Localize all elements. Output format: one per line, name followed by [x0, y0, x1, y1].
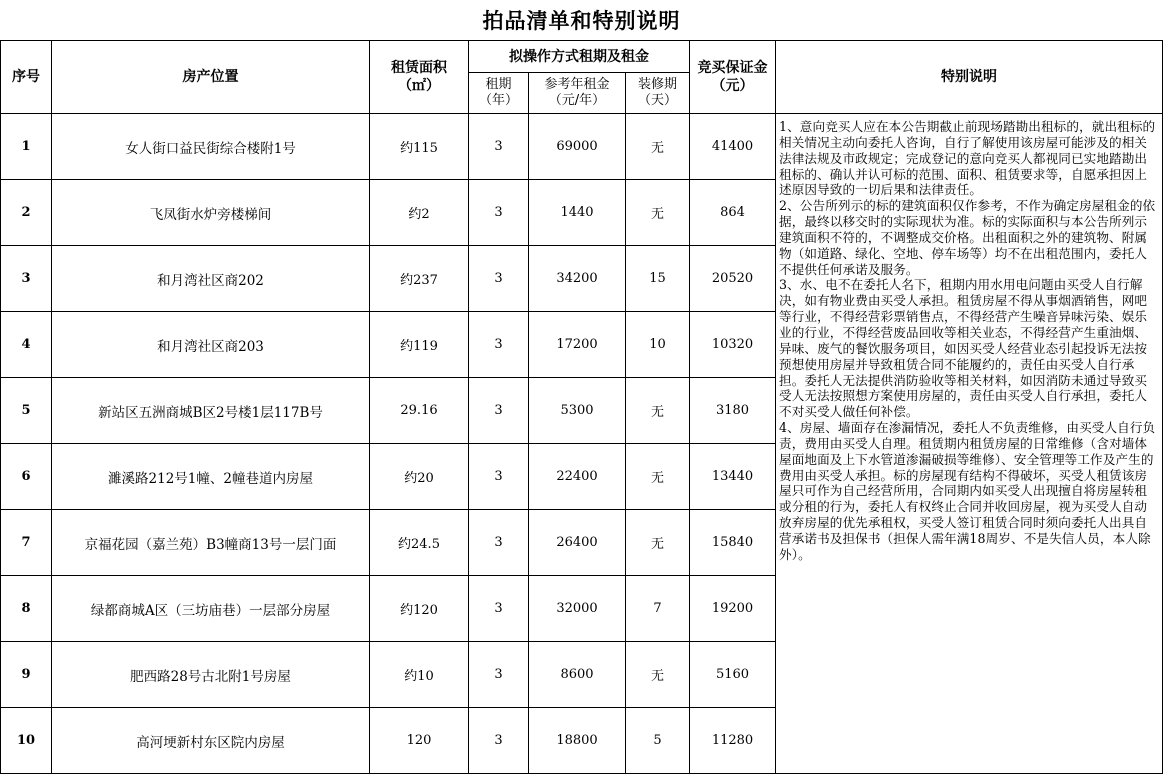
header-deposit-label: 竞买保证金（元）: [697, 60, 768, 94]
header-notes: 特别说明: [776, 41, 1163, 114]
row-index: 4: [1, 312, 52, 378]
row-deposit: 41400: [690, 114, 776, 180]
header-deposit: [690, 41, 776, 114]
row-area: 约115: [370, 114, 469, 180]
row-rent: 8600: [529, 642, 626, 708]
row-rent: 69000: [529, 114, 626, 180]
lot-table: [0, 40, 1163, 774]
row-rent: 18800: [529, 708, 626, 774]
row-renovation: 无: [626, 114, 690, 180]
row-location: 濉溪路212号1幢、2幢巷道内房屋: [52, 444, 370, 510]
row-area: 120: [370, 708, 469, 774]
header-renovation-unit: （天）: [637, 93, 677, 108]
header-term: [469, 73, 529, 114]
row-rent: 26400: [529, 510, 626, 576]
row-area: 约237: [370, 246, 469, 312]
header-index: 序号: [1, 41, 52, 114]
note-paragraph-1: 1、意向竞买人应在本公告期截止前现场踏勘出租标的，就出租标的相关情况主动向委托人咨询，自行了解使用该房屋可能涉及的相关法律法规及市政规定；完成登记的意向竞买人都视同已实地踏勘出租标的、确认并认可标的范围、面积、租赁要求等，自愿承担因上述原因导致的一切后果和法律责任。: [779, 119, 1156, 198]
row-index: 7: [1, 510, 52, 576]
row-renovation: 无: [626, 378, 690, 444]
row-term: 3: [469, 180, 529, 246]
row-renovation: 5: [626, 708, 690, 774]
row-index: 9: [1, 642, 52, 708]
row-index: 8: [1, 576, 52, 642]
row-deposit: 10320: [690, 312, 776, 378]
row-renovation: 10: [626, 312, 690, 378]
row-location: 高河埂新村东区院内房屋: [52, 708, 370, 774]
row-term: 3: [469, 246, 529, 312]
row-location: 肥西路28号古北附1号房屋: [52, 642, 370, 708]
row-deposit: 13440: [690, 444, 776, 510]
row-location: 女人街口益民街综合楼附1号: [52, 114, 370, 180]
row-index: 1: [1, 114, 52, 180]
header-rent-label: 参考年租金: [544, 77, 610, 92]
header-location: 房产位置: [52, 41, 370, 114]
row-location: 和月湾社区商202: [52, 246, 370, 312]
table-row: [1, 114, 1163, 180]
row-rent: 5300: [529, 378, 626, 444]
row-location: 和月湾社区商203: [52, 312, 370, 378]
row-term: 3: [469, 444, 529, 510]
note-paragraph-3: 3、水、电不在委托人名下，租期内用水用电问题由买受人自行解决，如有物业费由买受人承担。租赁房屋不得从事烟酒销售，网吧等行业，不得经营彩票销售点，不得经营产生噪音异味污染、娱乐业的行业，不得经营废品回收等相关业态，不得经营产生重油烟、异味、废气的餐饮服务项目，如因买受人经营业态引起投诉无法按预想使用房屋并导致租赁合同不能履约的，责任由买受人自行承担。委托人无法提供消防验收等相关材料，如因消防未通过导致买受人无法按照想方案使用房屋的，责任由买受人自行承担，委托人不对买受人做任何补偿。: [779, 277, 1148, 420]
row-renovation: 7: [626, 576, 690, 642]
row-deposit: 5160: [690, 642, 776, 708]
header-method-group: 拟操作方式租期及租金: [469, 41, 690, 73]
row-location: 京福花园（嘉兰苑）B3幢商13号一层门面: [52, 510, 370, 576]
row-location: 飞凤街水炉旁楼梯间: [52, 180, 370, 246]
header-rent-unit: （元/年）: [548, 93, 606, 108]
row-deposit: 20520: [690, 246, 776, 312]
row-index: 2: [1, 180, 52, 246]
header-term-unit: （年）: [478, 93, 518, 108]
note-paragraph-4: 4、房屋、墙面存在渗漏情况，委托人不负责维修，由买受人自行负责，费用由买受人自理。租赁期内租赁房屋的日常维修（含对墙体屋面地面及上下水管道渗漏破损等维修）、安全管理等工作及产生的费用由买受人承担。标的房屋现有结构不得破坏，买受人租赁该房屋只可作为自己经营所用，合同期内如买受人出现擅自将房屋转租或分租的行为，委托人有权终止合同并收回房屋，视为买受人自动放弃房屋的优先承租权，买受人签订租赁合同时须向委托人出具自营承诺书及担保书（担保人需年满18周岁、不是失信人员，本人除外）。: [779, 420, 1156, 562]
row-area: 29.16: [370, 378, 469, 444]
row-renovation: 无: [626, 642, 690, 708]
special-notes: [776, 114, 1163, 774]
row-deposit: 19200: [690, 576, 776, 642]
row-deposit: 11280: [690, 708, 776, 774]
row-area: 约2: [370, 180, 469, 246]
row-term: 3: [469, 378, 529, 444]
row-deposit: 864: [690, 180, 776, 246]
row-area: 约120: [370, 576, 469, 642]
row-renovation: 无: [626, 180, 690, 246]
row-rent: 34200: [529, 246, 626, 312]
header-rent: [529, 73, 626, 114]
header-area: [370, 41, 469, 114]
row-index: 10: [1, 708, 52, 774]
row-renovation: 无: [626, 444, 690, 510]
row-location: 新站区五洲商城B区2号楼1层117B号: [52, 378, 370, 444]
row-index: 3: [1, 246, 52, 312]
header-renovation-label: 装修期: [637, 77, 677, 92]
row-rent: 17200: [529, 312, 626, 378]
row-index: 5: [1, 378, 52, 444]
header-renovation: [626, 73, 690, 114]
row-rent: 32000: [529, 576, 626, 642]
note-paragraph-2: 2、公告所列示的标的建筑面积仅作参考，不作为确定房屋租金的依据，最终以移交时的实际现状为准。标的实际面积与本公告所列示建筑面积不符的，不调整成交价格。出租面积之外的建筑物、附属物（如道路、绿化、空地、停车场等）均不在出租范围内，委托人不提供任何承诺及服务。: [779, 198, 1156, 277]
row-term: 3: [469, 114, 529, 180]
page-title: 拍品清单和特别说明: [482, 9, 681, 33]
row-location: 绿都商城A区（三坊庙巷）一层部分房屋: [52, 576, 370, 642]
row-deposit: 3180: [690, 378, 776, 444]
row-rent: 22400: [529, 444, 626, 510]
row-term: 3: [469, 312, 529, 378]
row-renovation: 15: [626, 246, 690, 312]
header-row-1: [1, 41, 1163, 73]
row-rent: 1440: [529, 180, 626, 246]
row-term: 3: [469, 642, 529, 708]
header-term-label: 租期: [485, 77, 512, 92]
row-area: 约119: [370, 312, 469, 378]
row-term: 3: [469, 576, 529, 642]
row-index: 6: [1, 444, 52, 510]
row-deposit: 15840: [690, 510, 776, 576]
row-term: 3: [469, 708, 529, 774]
row-term: 3: [469, 510, 529, 576]
header-area-label: 租赁面积: [391, 60, 447, 76]
row-renovation: 无: [626, 510, 690, 576]
row-area: 约24.5: [370, 510, 469, 576]
row-area: 约10: [370, 642, 469, 708]
row-area: 约20: [370, 444, 469, 510]
header-area-unit: （㎡）: [398, 78, 440, 94]
